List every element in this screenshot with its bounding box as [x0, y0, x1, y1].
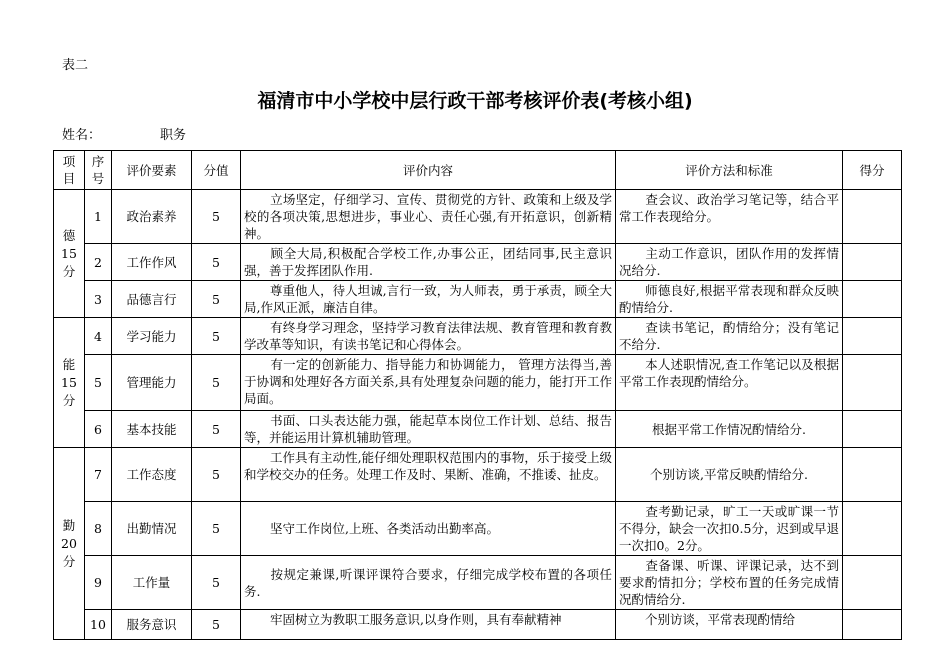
seq-cell: 6: [85, 411, 112, 448]
method-cell: 查会议、政治学习笔记等，结合平常工作表现给分。: [616, 190, 843, 244]
result-cell[interactable]: [843, 355, 902, 411]
result-cell[interactable]: [843, 502, 902, 556]
page-title: 福清市中小学校中层行政干部考核评价表(考核小组): [257, 90, 693, 112]
category-de: 德 15 分: [54, 190, 85, 318]
result-cell[interactable]: [843, 281, 902, 318]
seq-cell: 3: [85, 281, 112, 318]
col-element: 评价要素: [112, 151, 192, 190]
seq-cell: 5: [85, 355, 112, 411]
content-cell: 有终身学习理念，坚持学习教育法律法规、教育管理和教育教学改革等知识，有读书笔记和心得体会。: [241, 318, 616, 355]
table-row: [54, 502, 902, 556]
content-cell: 工作具有主动性,能仔细处理职权范围内的事物，乐于接受上级和学校交办的任务。处理工作及时、果断、准确，不推诿、扯皮。: [241, 448, 616, 502]
method-cell: 师德良好,根据平常表现和群众反映酌情给分.: [616, 281, 843, 318]
element-cell: 工作作风: [112, 244, 192, 281]
score-cell: 5: [192, 281, 241, 318]
seq-cell: 8: [85, 502, 112, 556]
method-cell: 主动工作意识，团队作用的发挥情况给分.: [616, 244, 843, 281]
score-cell: 5: [192, 355, 241, 411]
score-cell: 5: [192, 411, 241, 448]
table-row: [54, 355, 902, 411]
result-cell[interactable]: [843, 610, 902, 640]
element-cell: 工作态度: [112, 448, 192, 502]
col-score: 分值: [192, 151, 241, 190]
element-cell: 管理能力: [112, 355, 192, 411]
score-cell: 5: [192, 318, 241, 355]
element-cell: 政治素养: [112, 190, 192, 244]
method-cell: 查备课、听课、评课记录，达不到要求酌情扣分；学校布置的任务完成情况酌情给分.: [616, 556, 843, 610]
category-qin: 勤 20 分: [54, 448, 85, 640]
content-cell: 顾全大局,积极配合学校工作,办事公正，团结同事,民主意识强，善于发挥团队作用.: [241, 244, 616, 281]
method-cell: 查读书笔记，酌情给分；没有笔记不给分.: [616, 318, 843, 355]
seq-cell: 2: [85, 244, 112, 281]
col-result: 得分: [843, 151, 902, 190]
seq-cell: 9: [85, 556, 112, 610]
seq-cell: 4: [85, 318, 112, 355]
score-cell: 5: [192, 448, 241, 502]
score-cell: 5: [192, 244, 241, 281]
header-row: [54, 151, 902, 190]
method-cell: 个别访谈，平常表现酌情给: [616, 610, 843, 640]
score-cell: 5: [192, 190, 241, 244]
result-cell[interactable]: [843, 448, 902, 502]
category-neng: 能 15 分: [54, 318, 85, 448]
score-cell: 5: [192, 502, 241, 556]
table-row: [54, 318, 902, 355]
table-row: [54, 190, 902, 244]
table-number: 表二: [62, 58, 89, 73]
table-row: [54, 610, 902, 640]
score-cell: 5: [192, 556, 241, 610]
table-row: [54, 448, 902, 502]
evaluation-table: [53, 150, 902, 640]
element-cell: 工作量: [112, 556, 192, 610]
seq-cell: 7: [85, 448, 112, 502]
col-content: 评价内容: [241, 151, 616, 190]
table-row: [54, 556, 902, 610]
content-cell: 按规定兼课,听课评课符合要求，仔细完成学校布置的各项任务.: [241, 556, 616, 610]
result-cell[interactable]: [843, 244, 902, 281]
col-seq: 序号: [85, 151, 112, 190]
table-row: [54, 244, 902, 281]
method-cell: 查考勤记录，旷工一天或旷课一节不得分，缺会一次扣0.5分，迟到或早退一次扣0。2分。: [616, 502, 843, 556]
content-cell: 尊重他人，待人坦诚,言行一致，为人师表，勇于承责，顾全大局,作风正派，廉洁自律。: [241, 281, 616, 318]
content-cell: 书面、口头表达能力强，能起草本岗位工作计划、总结、报告等，并能运用计算机辅助管理。: [241, 411, 616, 448]
element-cell: 基本技能: [112, 411, 192, 448]
seq-cell: 10: [85, 610, 112, 640]
element-cell: 学习能力: [112, 318, 192, 355]
name-label: 姓名：: [62, 128, 102, 143]
content-cell: 牢固树立为教职工服务意识,以身作则，具有奉献精神: [241, 610, 616, 640]
table-row: [54, 411, 902, 448]
result-cell[interactable]: [843, 190, 902, 244]
content-cell: 有一定的创新能力、指导能力和协调能力， 管理方法得当,善于协调和处理好各方面关系,具有处理复杂问题的能力，能打开工作局面。: [241, 355, 616, 411]
table-row: [54, 281, 902, 318]
element-cell: 出勤情况: [112, 502, 192, 556]
content-cell: 立场坚定，仔细学习、宣传、贯彻党的方针、政策和上级及学校的各项决策,思想进步，事业心、责任心强,有开拓意识，创新精神。: [241, 190, 616, 244]
seq-cell: 1: [85, 190, 112, 244]
col-category: 项目: [54, 151, 85, 190]
element-cell: 品德言行: [112, 281, 192, 318]
position-label: 职务: [160, 128, 187, 143]
result-cell[interactable]: [843, 556, 902, 610]
result-cell[interactable]: [843, 318, 902, 355]
score-cell: 5: [192, 610, 241, 640]
result-cell[interactable]: [843, 411, 902, 448]
method-cell: 个别访谈,平常反映酌情给分.: [616, 448, 843, 502]
content-cell: 坚守工作岗位,上班、各类活动出勤率高。: [241, 502, 616, 556]
element-cell: 服务意识: [112, 610, 192, 640]
method-cell: 本人述职情况,查工作笔记以及根据平常工作表现酌情给分。: [616, 355, 843, 411]
method-cell: 根据平常工作情况酌情给分.: [616, 411, 843, 448]
col-method: 评价方法和标准: [616, 151, 843, 190]
